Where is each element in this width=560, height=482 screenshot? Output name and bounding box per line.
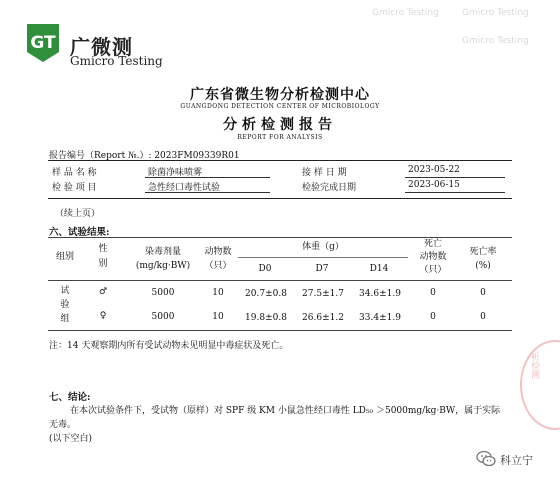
d0-cell: 20.7±0.8 (245, 289, 287, 299)
wechat-icon (476, 449, 496, 469)
test-item-label: 检 验 项 目 (52, 183, 97, 193)
divider (405, 192, 505, 193)
table-top-rule (48, 237, 512, 238)
wechat-account-name: 科立宁 (500, 454, 533, 467)
dead-cell: 0 (430, 288, 436, 298)
logo-mark: GT (30, 33, 56, 53)
rate-cell: 0 (480, 288, 486, 298)
dose-cell: 5000 (151, 312, 175, 322)
col-header-dose: 染毒剂量 (144, 247, 181, 257)
col-header-dose-unit: (mg/kg·BW) (135, 261, 191, 271)
receive-date-value: 2023-05-22 (408, 165, 460, 175)
complete-date-value: 2023-06-15 (408, 180, 460, 190)
col-header-d7: D7 (315, 264, 329, 274)
col-header-d14: D14 (369, 264, 389, 274)
divider (48, 160, 512, 161)
test-item-value: 急性经口毒性试验 (148, 183, 221, 193)
logo-name-en: Gmicro Testing (70, 54, 163, 68)
group-label: 组 (60, 314, 70, 324)
dose-cell: 5000 (151, 288, 175, 298)
complete-date-label: 检验完成日期 (302, 183, 357, 193)
d0-cell: 19.8±0.8 (245, 313, 287, 323)
count-cell: 10 (212, 312, 224, 322)
divider (48, 198, 512, 199)
divider (145, 192, 270, 193)
blank-below-note: (以下空白) (49, 434, 93, 444)
watermark: Gmicro Testing (372, 8, 439, 18)
wechat-signature (476, 449, 556, 469)
continued-note: （续上页） (55, 209, 101, 219)
report-number: 报告编号（Report №.）: 2023FM09339R01 (49, 151, 240, 161)
count-cell: 10 (212, 288, 224, 298)
org-title: 广东省微生物分析检测中心 (190, 87, 370, 103)
col-header-d0: D0 (258, 264, 272, 274)
d14-cell: 34.6±1.9 (359, 289, 401, 299)
report-title: 分析检测报告 (223, 117, 337, 133)
sample-name-value: 除菌净味喷雾 (148, 168, 203, 178)
rate-cell: 0 (480, 312, 486, 322)
col-header-count-unit: （只） (204, 261, 232, 271)
col-header-sex: 性 (98, 244, 108, 254)
divider (405, 177, 505, 178)
col-header-rate: 死亡率 (469, 247, 497, 257)
weight-sub-rule (238, 257, 408, 258)
d7-cell: 26.6±1.2 (302, 313, 344, 323)
table-header-rule (48, 280, 512, 281)
gt-logo-icon (24, 22, 62, 64)
col-header-dead: 动物数 (419, 252, 447, 262)
stamp-text: 析检测 (529, 352, 539, 379)
col-header-dead-unit: （只） (419, 265, 447, 275)
logo-name-cn: 广微测 (70, 35, 133, 59)
sex-male: ♂ (98, 287, 108, 297)
conclusion-line: 在本次试验条件下，受试物（原样）对 SPF 级 KM 小鼠急性经口毒性 LD₅₀ ＞5000mg/kg·BW，属于实际 (70, 406, 501, 416)
conclusion-line: 无毒。 (49, 420, 77, 430)
section6-title: 六、试验结果: (49, 227, 110, 238)
official-stamp (520, 340, 560, 430)
section7-title: 七、结论: (49, 392, 91, 403)
col-header-group: 组别 (55, 252, 74, 262)
org-title-en: GUANGDONG DETECTION CENTER OF MICROBIOLOGY (180, 103, 380, 110)
col-header-dead: 死亡 (423, 239, 442, 249)
sample-name-label: 样 品 名 称 (52, 168, 97, 178)
table-bottom-rule (48, 330, 512, 331)
divider (145, 177, 270, 178)
watermark: Gmicro Testing (462, 36, 529, 46)
group-label: 试 (60, 286, 70, 296)
receive-date-label: 接 样 日 期 (302, 168, 347, 178)
table-note: 注：14 天观察期内所有受试动物未见明显中毒症状及死亡。 (49, 341, 289, 351)
col-header-weight: 体重（g） (302, 242, 344, 252)
report-title-en: REPORT FOR ANALYSIS (237, 134, 323, 141)
sex-female: ♀ (99, 311, 107, 321)
group-label: 验 (60, 300, 70, 310)
watermark: Gmicro Testing (462, 8, 529, 18)
col-header-rate-unit: (%) (475, 261, 491, 271)
dead-cell: 0 (430, 312, 436, 322)
col-header-sex: 别 (98, 259, 108, 269)
d7-cell: 27.5±1.7 (302, 289, 344, 299)
col-header-count: 动物数 (204, 247, 232, 257)
d14-cell: 33.4±1.9 (359, 313, 401, 323)
